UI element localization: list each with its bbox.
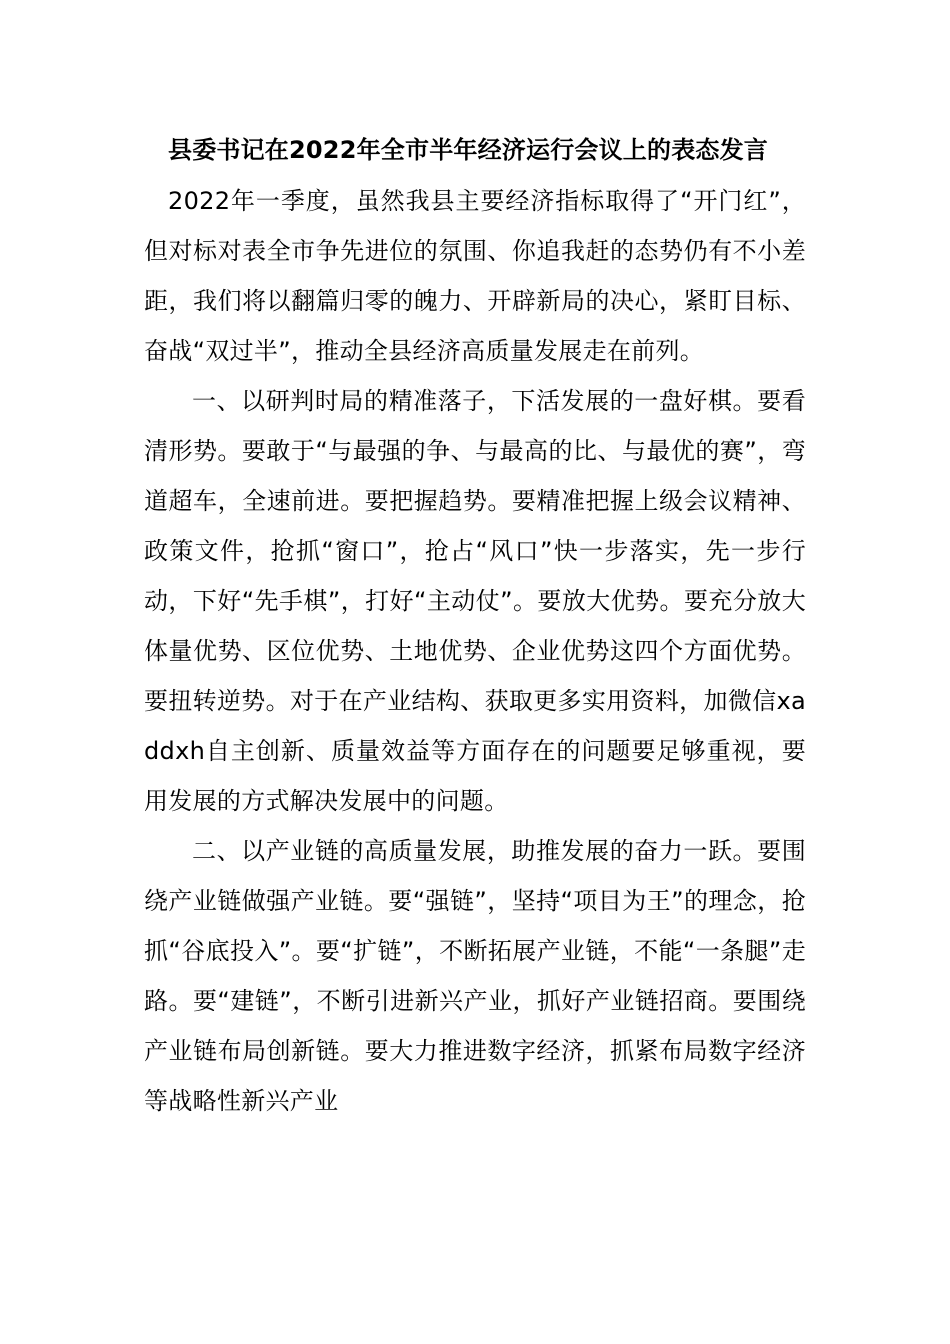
- document-body: [144, 132, 806, 1126]
- intro-paragraph: 2022年一季度，虽然我县主要经济指标取得了“开门红”，但对标对表全市争先进位的氛围、你追我赶的态势仍有不小差距，我们将以翻篇归零的魄力、开辟新局的决心，紧盯目标、奋战“双过半”，推动全县经济高质量发展走在前列。: [144, 187, 806, 365]
- section-one-paragraph: 一、以研判时局的精准落子，下活发展的一盘好棋。要看清形势。要敢于“与最强的争、与最高的比、与最优的赛”，弯道超车，全速前进。要把握趋势。要精准把握上级会议精神、政策文件，抢抓“窗口”，抢占“风口”快一步落实，先一步行动，下好“先手棋”，打好“主动仗”。要放大优势。要充分放大体量优势、区位优势、土地优势、企业优势这四个方面优势。要扭转逆势。对于在产业结构、获取更多实用资料，加微信xaddxh自主创新、质量效益等方面存在的问题要足够重视，要用发展的方式解决发展中的问题。: [144, 387, 806, 815]
- document-title: 县委书记在2022年全市半年经济运行会议上的表态发言: [168, 136, 768, 164]
- section-two-paragraph: 二、以产业链的高质量发展，助推发展的奋力一跃。要围绕产业链做强产业链。要“强链”，坚持“项目为王”的理念，抢抓“谷底投入”。要“扩链”，不断拓展产业链，不能“一条腿”走路。要“建链”，不断引进新兴产业，抓好产业链招商。要围绕产业链布局创新链。要大力推进数字经济，抓紧布局数字经济等战略性新兴产业: [144, 837, 806, 1115]
